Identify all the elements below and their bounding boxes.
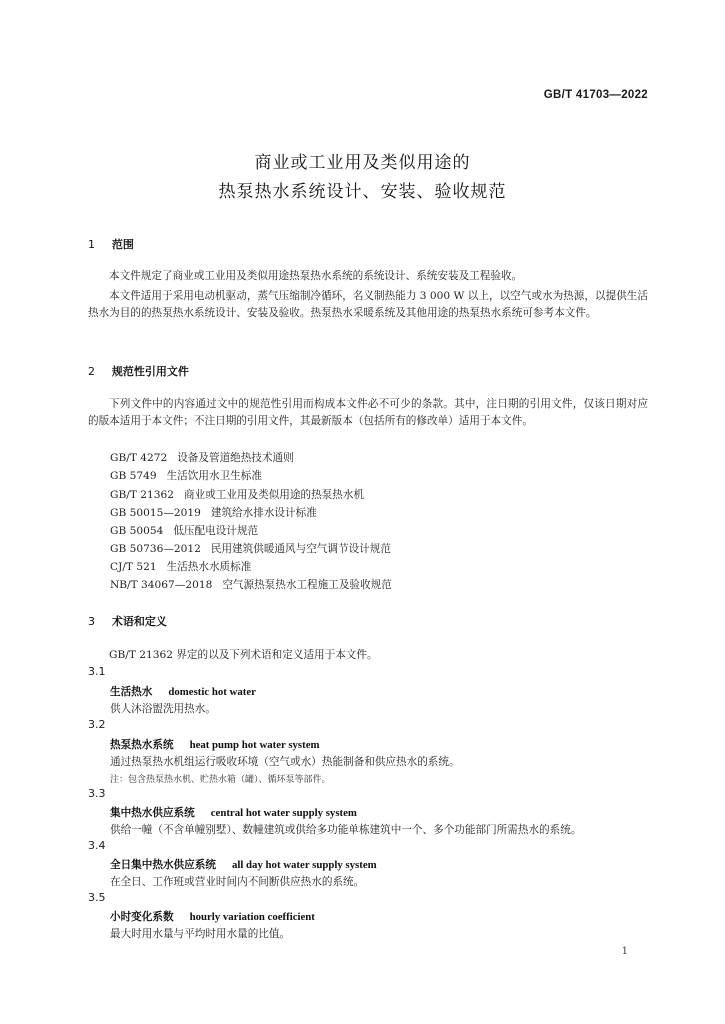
- reference-code: GB 50015—2019: [110, 507, 201, 519]
- reference-item: [110, 541, 391, 556]
- term-number: 3.1: [88, 665, 106, 678]
- term-definition: 供给一幢（不含单幢别墅）、数幢建筑或供给多功能单栋建筑中一个、多个功能部门所需热水的系统。: [110, 824, 582, 836]
- section-1-paragraph: 本文件适用于采用电动机驱动，蒸气压缩制冷循环，名义制热能力 3 000 W 以上，以空气或水为热源，以提供生活热水为目的的热泵热水系统设计、安装及验收。热泵热水采暖系统及其他用途的热泵热水系统可参考本文件。: [88, 290, 648, 319]
- reference-item: [110, 487, 364, 502]
- section-3-intro: GB/T 21362 界定的以及下列术语和定义适用于本文件。: [109, 649, 378, 661]
- reference-item: [110, 559, 251, 574]
- term-heading: [110, 909, 315, 924]
- reference-title: 生活饮用水卫生标准: [166, 470, 262, 482]
- reference-item: [110, 468, 262, 483]
- section-1-heading: [88, 236, 134, 252]
- term-definition: 在全日、工作班或营业时间内不间断供应热水的系统。: [110, 876, 365, 888]
- reference-code: CJ/T 521: [110, 561, 157, 573]
- section-2-intro: 下列文件中的内容通过文中的规范性引用而构成本文件必不可少的条款。其中，注日期的引用文件，仅该日期对应的版本适用于本文件；不注日期的引用文件，其最新版本（包括所有的修改单）适用于本文件。: [88, 398, 648, 427]
- term-chinese: 生活热水: [110, 686, 153, 698]
- reference-title: 建筑给水排水设计标准: [210, 507, 317, 519]
- term-note: 注：包含热泵热水机、贮热水箱（罐）、循环泵等部件。: [110, 775, 331, 785]
- reference-code: GB 5749: [110, 470, 157, 482]
- term-chinese: 热泵热水系统: [110, 739, 174, 751]
- term-english: domestic hot water: [168, 686, 256, 698]
- section-1-paragraph: 本文件规定了商业或工业用及类似用途热泵热水系统的系统设计、系统安装及工程验收。: [109, 270, 523, 282]
- reference-item: [110, 505, 317, 520]
- standard-number: GB/T 41703—2022: [543, 89, 648, 101]
- document-title-line2: 热泵热水系统设计、安装、验收规范: [218, 182, 507, 202]
- reference-code: NB/T 34067—2018: [110, 579, 213, 591]
- reference-title: 低压配电设计规范: [173, 525, 259, 537]
- reference-title: 设备及管道绝热技术通则: [177, 452, 294, 464]
- reference-item: [110, 523, 258, 538]
- reference-title: 空气源热泵热水工程施工及验收规范: [222, 579, 392, 591]
- term-english: hourly variation coefficient: [189, 911, 315, 923]
- reference-code: GB/T 4272: [110, 452, 168, 464]
- section-title: 术语和定义: [111, 615, 167, 628]
- term-definition: 通过热泵热水机组运行吸收环境（空气或水）热能制备和供应热水的系统。: [110, 756, 460, 768]
- term-number: 3.2: [88, 718, 106, 731]
- section-number: 3: [88, 615, 95, 628]
- reference-item: [110, 450, 294, 465]
- term-number: 3.3: [88, 787, 106, 800]
- reference-code: GB 50054: [110, 525, 164, 537]
- term-english: all day hot water supply system: [231, 859, 377, 871]
- page-number: 1: [621, 946, 628, 957]
- reference-title: 生活热水水质标准: [166, 561, 252, 573]
- section-number: 1: [88, 238, 95, 251]
- reference-code: GB 50736—2012: [110, 543, 201, 555]
- term-english: central hot water supply system: [210, 807, 357, 819]
- section-title: 范围: [111, 238, 134, 251]
- term-english: heat pump hot water system: [189, 739, 320, 751]
- reference-item: [110, 577, 392, 592]
- term-heading: [110, 737, 320, 752]
- reference-title: 民用建筑供暖通风与空气调节设计规范: [210, 543, 391, 555]
- section-title: 规范性引用文件: [111, 365, 189, 378]
- section-2-heading: [88, 363, 189, 379]
- document-title-line1: 商业或工业用及类似用途的: [254, 153, 471, 173]
- section-3-heading: [88, 613, 167, 629]
- term-heading: [110, 805, 357, 820]
- term-definition: 供人沐浴盥洗用热水。: [110, 703, 216, 715]
- term-chinese: 全日集中热水供应系统: [110, 859, 216, 871]
- term-chinese: 小时变化系数: [110, 911, 174, 923]
- section-number: 2: [88, 365, 95, 378]
- term-definition: 最大时用水量与平均时用水量的比值。: [110, 928, 291, 940]
- term-number: 3.5: [88, 891, 106, 904]
- reference-code: GB/T 21362: [110, 489, 174, 501]
- term-chinese: 集中热水供应系统: [110, 807, 195, 819]
- term-heading: [110, 857, 377, 872]
- term-number: 3.4: [88, 839, 106, 852]
- reference-title: 商业或工业用及类似用途的热泵热水机: [183, 489, 365, 501]
- term-heading: [110, 684, 256, 699]
